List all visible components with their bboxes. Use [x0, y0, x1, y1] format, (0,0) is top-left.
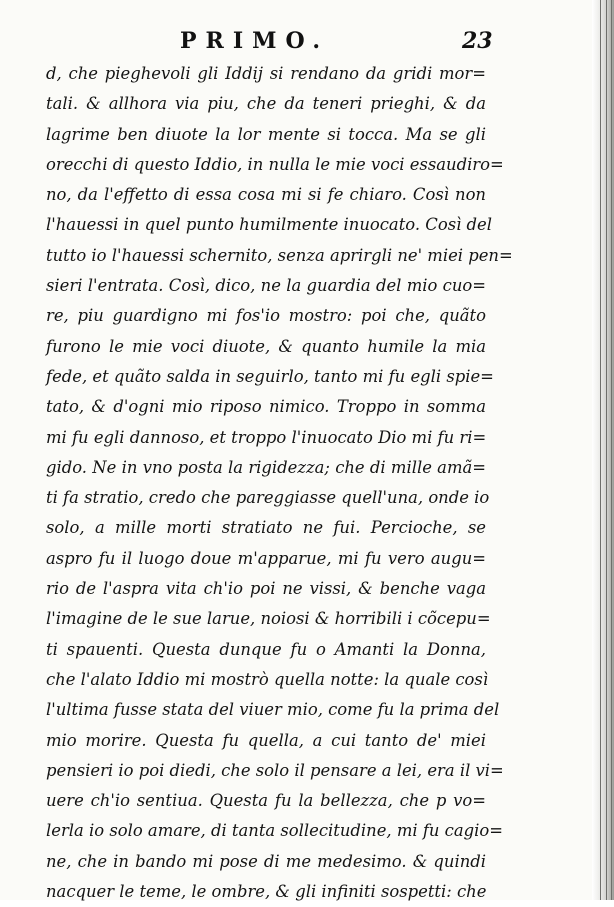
page-edge-line	[606, 0, 607, 900]
text-line: furono le mie voci diuote, & quanto humile la mia	[46, 336, 486, 356]
text-line: ti fa stratio, credo che pareggiasse quell'una, onde io	[46, 488, 490, 508]
text-line: tato, & d'ogni mio riposo nimico. Troppo in somma	[46, 397, 486, 417]
text-line: mi fu egli dannoso, et troppo l'inuocato Dio mi fu ri=	[46, 427, 487, 447]
text-line: l'imagine de le sue larue, noiosi & horribili i cõcepu=	[46, 609, 491, 629]
text-line: orecchi di questo Iddio, in nulla le mie voci essaudiro=	[46, 154, 504, 174]
text-line: l'hauessi in quel punto humilmente inuocato. Così del	[46, 215, 492, 235]
page-edge-line	[611, 0, 612, 900]
text-line: lagrime ben diuote la lor mente si tocca. Ma se gli	[46, 124, 486, 144]
page-edge	[592, 0, 614, 900]
text-line: rio de l'aspra vita ch'io poi ne vissi, & benche vaga	[46, 579, 486, 599]
text-line: ne, che in bando mi pose di me medesimo. & quindi	[46, 851, 486, 871]
body-text	[46, 59, 513, 907]
text-line: lerla io solo amare, di tanta sollecitudine, mi fu cagio=	[46, 821, 503, 841]
running-title: PRIMO.	[180, 28, 330, 54]
text-line: uere ch'io sentiua. Questa fu la bellezza, che p vo=	[46, 791, 486, 811]
text-line: tali. & allhora via piu, che da teneri prieghi, & da	[46, 94, 486, 114]
page-number: 23	[462, 28, 493, 54]
running-head	[0, 28, 600, 56]
text-line: re, piu guardigno mi fos'io mostro: poi che, quãto	[46, 306, 486, 326]
text-line: aspro fu il luogo doue m'apparue, mi fu vero augu=	[46, 548, 486, 568]
page-edge-line	[600, 0, 601, 900]
text-line: che l'alato Iddio mi mostrò quella notte: la quale così	[46, 669, 489, 689]
text-line: fede, et quãto salda in seguirlo, tanto mi fu egli spie=	[46, 366, 494, 386]
text-line: mio morire. Questa fu quella, a cui tanto de' miei	[46, 730, 486, 750]
text-line: nacquer le teme, le ombre, & gli infiniti sospetti: che	[46, 882, 487, 902]
text-line: gido. Ne in vno posta la rigidezza; che di mille amã=	[46, 457, 486, 477]
text-line: pensieri io poi diedi, che solo il pensare a lei, era il vi=	[46, 760, 504, 780]
text-line: l'ultima fusse stata del viuer mio, come fu la prima del	[46, 700, 500, 720]
text-line: d, che pieghevoli gli Iddij si rendano da gridi mor=	[46, 64, 486, 83]
text-line: ti spauenti. Questa dunque fu o Amanti la Donna,	[46, 639, 486, 659]
text-line: solo, a mille morti stratiato ne fui. Percioche, se	[46, 518, 486, 538]
text-line: sieri l'entrata. Così, dico, ne la guardia del mio cuo=	[46, 276, 486, 296]
text-line: tutto io l'hauessi schernito, senza aprirgli ne' miei pen=	[46, 245, 513, 265]
text-line: no, da l'effetto di essa cosa mi si fe chiaro. Così non	[46, 185, 486, 205]
